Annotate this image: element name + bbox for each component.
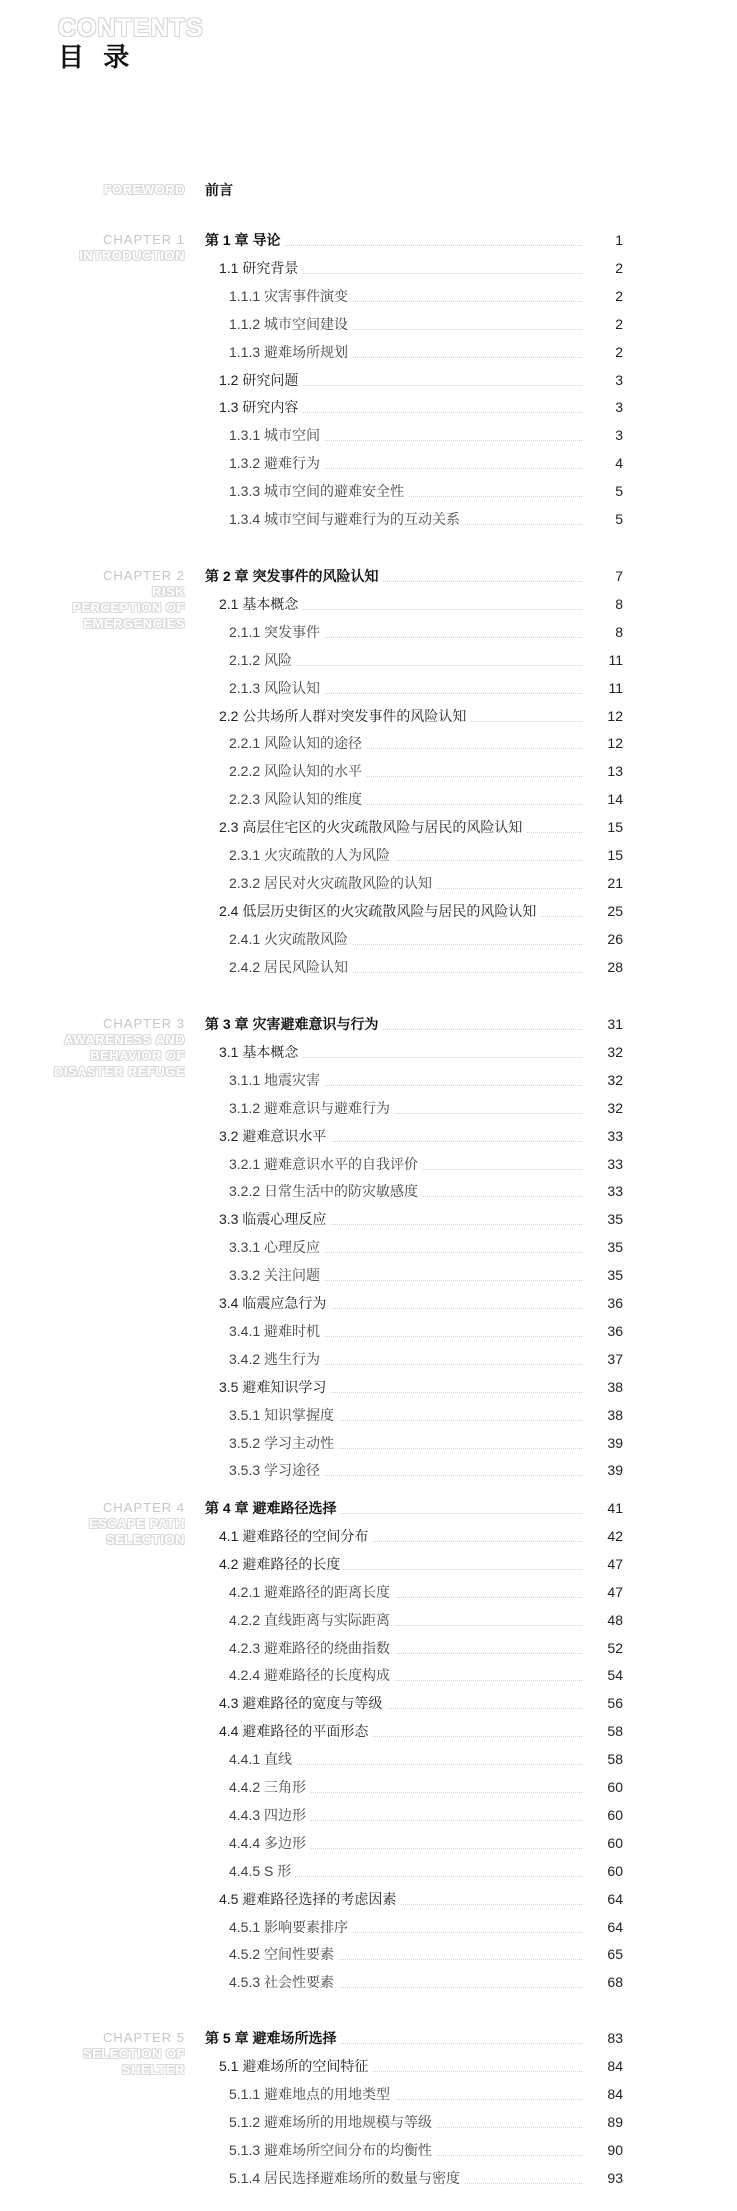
chapter-number-label: CHAPTER 1	[103, 232, 185, 247]
toc-page-number: 41	[583, 1494, 623, 1522]
toc-page-number: 68	[583, 1968, 623, 1996]
toc-entry-title: 3.5.3 学习途径	[229, 1456, 324, 1484]
toc-section-row[interactable]	[0, 1289, 737, 1317]
toc-page-number: 25	[583, 897, 623, 925]
toc-entry-title: 2.2 公共场所人群对突发事件的风险认知	[219, 702, 470, 730]
toc-subsection-row[interactable]	[0, 925, 737, 953]
toc-subsection-row[interactable]	[0, 1829, 737, 1857]
toc-subsection-row[interactable]	[0, 1940, 737, 1968]
toc-entry-title: 2.1.2 风险	[229, 646, 296, 674]
toc-page-number: 39	[583, 1456, 623, 1484]
toc-subsection-row[interactable]	[0, 477, 737, 505]
toc-page-number: 12	[583, 702, 623, 730]
toc-page-number: 4	[583, 449, 623, 477]
toc-entry-title: 3.3.2 关注问题	[229, 1261, 324, 1289]
toc-entry-title: 3.1.1 地震灾害	[229, 1066, 324, 1094]
toc-page-number: 3	[583, 421, 623, 449]
toc-entry-title: 3.3.1 心理反应	[229, 1233, 324, 1261]
toc-page-number: 65	[583, 1940, 623, 1968]
toc-page-number: 1	[583, 226, 623, 254]
toc-page-number: 2	[583, 310, 623, 338]
toc-entry-title: 3.3 临震心理反应	[219, 1205, 330, 1233]
toc-subsection-row[interactable]	[0, 1745, 737, 1773]
toc-section-row[interactable]	[0, 897, 737, 925]
chapter-number-label: CHAPTER 2	[103, 568, 185, 583]
toc-entry-title: 3.4.1 避难时机	[229, 1317, 324, 1345]
toc-section-row[interactable]	[0, 590, 737, 618]
toc-entry-title: 2.3 高层住宅区的火灾疏散风险与居民的风险认知	[219, 813, 526, 841]
toc-page-number: 3	[583, 393, 623, 421]
toc-entry-title: 5.1.4 居民选择避难场所的数量与密度	[229, 2164, 464, 2192]
chapter-number-label: CHAPTER 3	[103, 1016, 185, 1031]
chapter-title-en: RISK	[151, 584, 185, 599]
toc-page-number: 36	[583, 1289, 623, 1317]
toc-entry-title: 2.4.1 火灾疏散风险	[229, 925, 352, 953]
toc-chapter-row[interactable]	[0, 1010, 737, 1038]
toc-page-number: 31	[583, 1010, 623, 1038]
toc-entry-title: 3.5.2 学习主动性	[229, 1429, 338, 1457]
toc-page-number: 35	[583, 1261, 623, 1289]
toc-entry-title: 5.1.2 避难场所的用地规模与等级	[229, 2108, 436, 2136]
toc-entry-title: 4.5.3 社会性要素	[229, 1968, 338, 1996]
toc-subsection-row[interactable]	[0, 729, 737, 757]
toc-section-row[interactable]	[0, 1373, 737, 1401]
toc-section-row[interactable]	[0, 1689, 737, 1717]
toc-subsection-row[interactable]	[0, 1177, 737, 1205]
toc-subsection-row[interactable]	[0, 2080, 737, 2108]
chapter-title-en: DISASTER REFUGE	[53, 1064, 185, 1079]
toc-entry-title: 2.1 基本概念	[219, 590, 302, 618]
toc-page-number: 35	[583, 1205, 623, 1233]
toc-subsection-row[interactable]	[0, 1634, 737, 1662]
toc-entry-title: 3.2.2 日常生活中的防灾敏感度	[229, 1177, 422, 1205]
toc-subsection-row[interactable]	[0, 674, 737, 702]
chapter-title-en: ESCAPE PATH	[88, 1516, 185, 1531]
toc-entry-title: 4.4.2 三角形	[229, 1773, 310, 1801]
foreword-label-en: FOREWORD	[103, 182, 185, 197]
toc-subsection-row[interactable]	[0, 1773, 737, 1801]
toc-entry-title: 第 4 章 避难路径选择	[205, 1494, 340, 1522]
toc-page-number: 33	[583, 1150, 623, 1178]
toc-subsection-row[interactable]	[0, 1150, 737, 1178]
toc-subsection-row[interactable]	[0, 1429, 737, 1457]
chapter-title-en: INTRODUCTION	[79, 248, 185, 263]
toc-entry-title: 2.4.2 居民风险认知	[229, 953, 352, 981]
toc-page-number: 56	[583, 1689, 623, 1717]
toc-page-number: 32	[583, 1038, 623, 1066]
toc-subsection-row[interactable]	[0, 618, 737, 646]
toc-page-number: 15	[583, 841, 623, 869]
toc-subsection-row[interactable]	[0, 757, 737, 785]
toc-section-row[interactable]	[0, 393, 737, 421]
toc-page-number: 52	[583, 1634, 623, 1662]
toc-entry-title: 1.1.3 避难场所规划	[229, 338, 352, 366]
toc-entry-title: 2.3.2 居民对火灾疏散风险的认知	[229, 869, 436, 897]
toc-subsection-row[interactable]	[0, 2164, 737, 2192]
toc-entry-title: 4.2.3 避难路径的绕曲指数	[229, 1634, 394, 1662]
toc-page-number: 38	[583, 1373, 623, 1401]
toc-subsection-row[interactable]	[0, 953, 737, 981]
toc-entry-title: 3.4 临震应急行为	[219, 1289, 330, 1317]
toc-subsection-row[interactable]	[0, 1456, 737, 1484]
toc-subsection-row[interactable]	[0, 1801, 737, 1829]
toc-entry-title: 4.1 避难路径的空间分布	[219, 1522, 372, 1550]
toc-section-row[interactable]	[0, 1717, 737, 1745]
toc-page-number: 42	[583, 1522, 623, 1550]
toc-section-row[interactable]	[0, 366, 737, 394]
toc-page-number: 64	[583, 1885, 623, 1913]
toc-subsection-row[interactable]	[0, 1345, 737, 1373]
toc-entry-title: 3.1.2 避难意识与避难行为	[229, 1094, 394, 1122]
page-header	[58, 14, 204, 72]
toc-entry-title: 1.1 研究背景	[219, 254, 302, 282]
toc-page-number: 2	[583, 338, 623, 366]
toc-page-number: 12	[583, 729, 623, 757]
toc-page-number: 11	[583, 674, 623, 702]
toc-subsection-row[interactable]	[0, 841, 737, 869]
toc-section-row[interactable]	[0, 813, 737, 841]
toc-entry-title: 1.1.2 城市空间建设	[229, 310, 352, 338]
toc-page-number: 32	[583, 1066, 623, 1094]
toc-page-number: 14	[583, 785, 623, 813]
toc-page-number: 60	[583, 1801, 623, 1829]
toc-section-row[interactable]	[0, 2052, 737, 2080]
toc-entry-title: 第 2 章 突发事件的风险认知	[205, 562, 382, 590]
toc-entry-title: 3.5 避难知识学习	[219, 1373, 330, 1401]
toc-subsection-row[interactable]	[0, 1401, 737, 1429]
toc-subsection-row[interactable]	[0, 1317, 737, 1345]
toc-page-number: 13	[583, 757, 623, 785]
toc-entry-title: 2.1.3 风险认知	[229, 674, 324, 702]
toc-entry-title: 3.2 避难意识水平	[219, 1122, 330, 1150]
toc-page-number: 90	[583, 2136, 623, 2164]
toc-page-number: 2	[583, 254, 623, 282]
toc-page-number: 48	[583, 1606, 623, 1634]
toc-page-number: 36	[583, 1317, 623, 1345]
toc-page-number: 8	[583, 618, 623, 646]
toc-section-row[interactable]	[0, 1550, 737, 1578]
toc-subsection-row[interactable]	[0, 1968, 737, 1996]
toc-chapter-row[interactable]	[0, 562, 737, 590]
toc-page-number: 38	[583, 1401, 623, 1429]
toc-page-number: 8	[583, 590, 623, 618]
toc-page-number: 33	[583, 1122, 623, 1150]
toc-page-number: 84	[583, 2052, 623, 2080]
toc-subsection-row[interactable]	[0, 2136, 737, 2164]
toc-page-number: 39	[583, 1429, 623, 1457]
toc-entry-title: 4.2 避难路径的长度	[219, 1550, 344, 1578]
toc-entry-title: 5.1.3 避难场所空间分布的均衡性	[229, 2136, 436, 2164]
contents-heading-en: CONTENTS	[58, 14, 204, 42]
toc-page-number: 58	[583, 1717, 623, 1745]
toc-entry-title: 1.3.3 城市空间的避难安全性	[229, 477, 408, 505]
toc-entry-title: 3.4.2 逃生行为	[229, 1345, 324, 1373]
toc-subsection-row[interactable]	[0, 646, 737, 674]
toc-subsection-row[interactable]	[0, 1233, 737, 1261]
chapter-title-en: SELECTION	[106, 1532, 185, 1547]
toc-page-number: 7	[583, 562, 623, 590]
toc-section-row[interactable]	[0, 1205, 737, 1233]
chapter-title-en: EMERGENCIES	[83, 616, 185, 631]
chapter-title-en: AWARENESS AND	[64, 1032, 185, 1047]
toc-entry-title: 4.4.1 直线	[229, 1745, 296, 1773]
toc-subsection-row[interactable]	[0, 869, 737, 897]
toc-page-number: 5	[583, 505, 623, 533]
toc-subsection-row[interactable]	[0, 1857, 737, 1885]
toc-section-row[interactable]	[0, 1885, 737, 1913]
toc-page-number: 64	[583, 1913, 623, 1941]
toc-page-number: 58	[583, 1745, 623, 1773]
toc-page-number: 60	[583, 1773, 623, 1801]
chapter-title-en: SELECTION OF	[82, 2046, 185, 2061]
toc-chapter-row[interactable]	[0, 1494, 737, 1522]
toc-entry-title: 4.2.1 避难路径的距离长度	[229, 1578, 394, 1606]
toc-subsection-row[interactable]	[0, 449, 737, 477]
toc-page-number: 83	[583, 2024, 623, 2052]
toc-page-number: 47	[583, 1578, 623, 1606]
toc-entry-title: 4.4.3 四边形	[229, 1801, 310, 1829]
toc-subsection-row[interactable]	[0, 421, 737, 449]
toc-entry-title: 第 1 章 导论	[205, 226, 284, 254]
toc-page-number: 35	[583, 1233, 623, 1261]
toc-page-number: 47	[583, 1550, 623, 1578]
toc-entry-title: 5.1 避难场所的空间特征	[219, 2052, 372, 2080]
toc-entry-title: 2.2.2 风险认知的水平	[229, 757, 366, 785]
toc-entry-title: 4.3 避难路径的宽度与等级	[219, 1689, 386, 1717]
toc-chapter-row[interactable]	[0, 2024, 737, 2052]
toc-section-row[interactable]	[0, 1038, 737, 1066]
toc-subsection-row[interactable]	[0, 310, 737, 338]
toc-entry-title: 第 5 章 避难场所选择	[205, 2024, 340, 2052]
toc-subsection-row[interactable]	[0, 1606, 737, 1634]
toc-section-row[interactable]	[0, 1122, 737, 1150]
toc-subsection-row[interactable]	[0, 2108, 737, 2136]
toc-entry-title: 1.3.2 避难行为	[229, 449, 324, 477]
toc-page-number: 89	[583, 2108, 623, 2136]
chapter-title-en: PERCEPTION OF	[72, 600, 185, 615]
toc-page-number: 11	[583, 646, 623, 674]
toc-page-number: 15	[583, 813, 623, 841]
toc-page-number: 93	[583, 2164, 623, 2192]
toc-subsection-row[interactable]	[0, 1094, 737, 1122]
toc-entry-title: 第 3 章 灾害避难意识与行为	[205, 1010, 382, 1038]
toc-page-number: 32	[583, 1094, 623, 1122]
chapter-number-label: CHAPTER 4	[103, 1500, 185, 1515]
toc-entry-title: 3.2.1 避难意识水平的自我评价	[229, 1150, 422, 1178]
toc-entry-title: 4.5 避难路径选择的考虑因素	[219, 1885, 400, 1913]
toc-subsection-row[interactable]	[0, 1913, 737, 1941]
toc-subsection-row[interactable]	[0, 1261, 737, 1289]
toc-entry-title: 4.2.2 直线距离与实际距离	[229, 1606, 394, 1634]
toc-entry-title: 4.5.2 空间性要素	[229, 1940, 338, 1968]
toc-page-number: 60	[583, 1857, 623, 1885]
toc-page-number: 5	[583, 477, 623, 505]
toc-entry-title: 4.4.5 S 形	[229, 1857, 295, 1885]
toc-subsection-row[interactable]	[0, 505, 737, 533]
toc-entry-title: 1.3 研究内容	[219, 393, 302, 421]
toc-entry-title: 1.2 研究问题	[219, 366, 302, 394]
toc-page-number: 28	[583, 953, 623, 981]
foreword-title[interactable]: 前言	[205, 182, 233, 198]
toc-page-number: 54	[583, 1661, 623, 1689]
toc-entry-title: 2.2.1 风险认知的途径	[229, 729, 366, 757]
toc-entry-title: 4.5.1 影响要素排序	[229, 1913, 352, 1941]
toc-page-number: 21	[583, 869, 623, 897]
toc-entry-title: 4.4 避难路径的平面形态	[219, 1717, 372, 1745]
toc-subsection-row[interactable]	[0, 1066, 737, 1094]
chapter-number-label: CHAPTER 5	[103, 2030, 185, 2045]
toc-page-number: 26	[583, 925, 623, 953]
toc-subsection-row[interactable]	[0, 282, 737, 310]
toc-section-row[interactable]	[0, 702, 737, 730]
toc-entry-title: 4.4.4 多边形	[229, 1829, 310, 1857]
contents-heading-zh: 目 录	[58, 42, 136, 72]
toc-entry-title: 2.4 低层历史街区的火灾疏散风险与居民的风险认知	[219, 897, 540, 925]
toc-page-number: 33	[583, 1177, 623, 1205]
toc-entry-title: 2.3.1 火灾疏散的人为风险	[229, 841, 394, 869]
toc-subsection-row[interactable]	[0, 1661, 737, 1689]
toc-page-number: 2	[583, 282, 623, 310]
toc-entry-title: 5.1.1 避难地点的用地类型	[229, 2080, 394, 2108]
toc-entry-title: 2.1.1 突发事件	[229, 618, 324, 646]
toc-entry-title: 1.3.1 城市空间	[229, 421, 324, 449]
toc-chapter-row[interactable]	[0, 226, 737, 254]
toc-entry-title: 1.3.4 城市空间与避难行为的互动关系	[229, 505, 464, 533]
toc-section-row[interactable]	[0, 1522, 737, 1550]
toc-page-number: 3	[583, 366, 623, 394]
toc-subsection-row[interactable]	[0, 1578, 737, 1606]
chapter-title-en: BEHAVIOR OF	[90, 1048, 185, 1063]
toc-page-number: 60	[583, 1829, 623, 1857]
toc-entry-title: 3.1 基本概念	[219, 1038, 302, 1066]
toc-section-row[interactable]	[0, 254, 737, 282]
toc-page-number: 37	[583, 1345, 623, 1373]
foreword-side-label	[104, 182, 185, 198]
toc-entry-title: 2.2.3 风险认知的维度	[229, 785, 366, 813]
toc-subsection-row[interactable]	[0, 338, 737, 366]
toc-entry-title: 3.5.1 知识掌握度	[229, 1401, 338, 1429]
toc-page-number: 84	[583, 2080, 623, 2108]
toc-entry-title: 4.2.4 避难路径的长度构成	[229, 1661, 394, 1689]
chapter-title-en: SHELTER	[121, 2062, 185, 2077]
toc-entry-title: 1.1.1 灾害事件演变	[229, 282, 352, 310]
toc-subsection-row[interactable]	[0, 785, 737, 813]
